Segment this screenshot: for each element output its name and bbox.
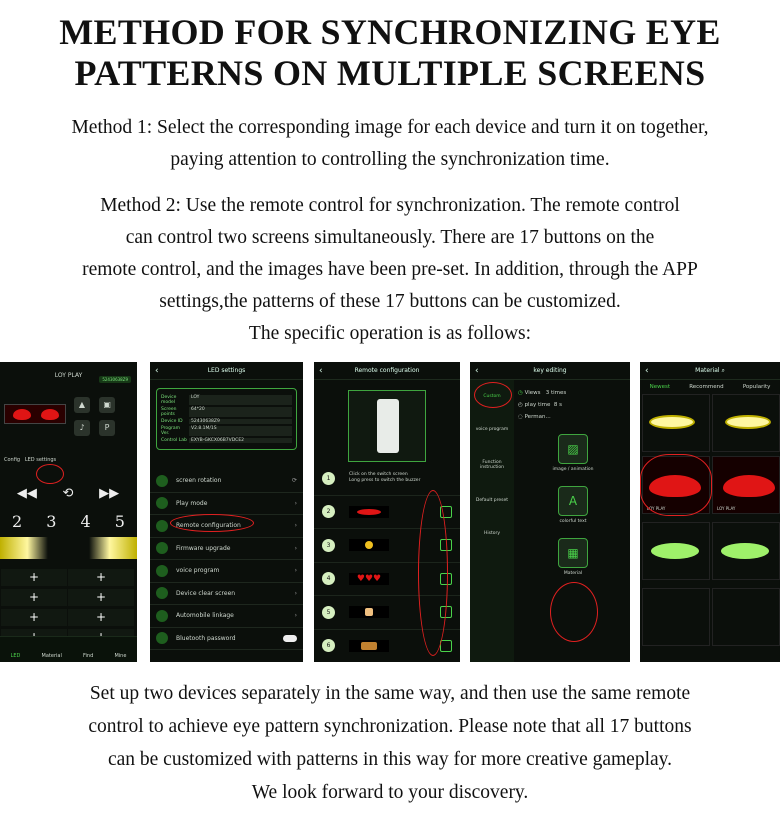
material-tile[interactable]: [712, 456, 780, 514]
remote-image: [348, 390, 426, 462]
add-slot[interactable]: +: [1, 589, 67, 606]
warning-icon[interactable]: ▲: [74, 397, 90, 413]
list-item[interactable]: 1 Click on the switch screen Long press to switch the buzzer: [314, 462, 460, 496]
image-animation-icon[interactable]: ▨: [558, 434, 588, 464]
hint-2: Long press to switch the buzzer: [349, 478, 421, 484]
material-tabs: [640, 380, 780, 394]
nav-led[interactable]: LED: [10, 653, 21, 659]
device-id-tag: 52430638Z9: [99, 376, 131, 383]
key-options: [518, 384, 628, 576]
screen-led-settings: [150, 362, 303, 662]
material-icon[interactable]: ▦: [558, 538, 588, 568]
list-item[interactable]: 4 ♥♥♥: [314, 563, 460, 597]
device-info: [156, 388, 297, 450]
menu-remote-configuration[interactable]: Remote configuration ›: [150, 515, 303, 538]
add-slot[interactable]: +: [68, 609, 134, 626]
highlight-edit-column: [418, 490, 448, 656]
highlight-led-settings: [36, 464, 64, 484]
num-3[interactable]: 3: [46, 512, 57, 531]
list-item[interactable]: 6: [314, 630, 460, 663]
method1-line-2: paying attention to controlling the synchronization time.: [170, 149, 610, 170]
menu-automobile-linkage[interactable]: Automobile linkage ›: [150, 605, 303, 628]
side-default-preset[interactable]: Default preset: [475, 498, 509, 503]
views-unit: times: [550, 390, 567, 396]
prev-icon[interactable]: ◀◀: [16, 486, 37, 501]
screen-title: key editing: [533, 367, 567, 374]
back-icon[interactable]: ‹: [319, 365, 323, 376]
footer-line-2: control to achieve eye pattern synchronization. Please note that all 17 buttons: [88, 716, 692, 737]
material-tile[interactable]: [712, 588, 780, 646]
permanent-label[interactable]: Perman...: [524, 414, 551, 420]
list-item[interactable]: 2: [314, 496, 460, 530]
screen-led-home: [0, 362, 137, 662]
play-time-value[interactable]: 8: [553, 402, 558, 408]
footer-line-1: Set up two devices separately in the same way, and then use the same remote: [89, 683, 691, 704]
screen-title: Material: [695, 367, 720, 374]
material-tile[interactable]: [642, 522, 710, 580]
list-item[interactable]: 5: [314, 596, 460, 630]
highlight-material: [550, 582, 598, 642]
info-value: LOY: [189, 395, 292, 405]
num-5[interactable]: 5: [114, 512, 125, 531]
permanent-icon: ◌: [518, 414, 525, 420]
method1-line-1: Method 1: Select the corresponding image for each device and turn it on together,: [71, 117, 709, 138]
num-4[interactable]: 4: [80, 512, 91, 531]
side-history[interactable]: History: [483, 531, 500, 536]
yellow-eye-preview: [0, 537, 137, 559]
add-slot[interactable]: +: [1, 569, 67, 586]
menu-play-mode[interactable]: Play mode ›: [150, 493, 303, 516]
method2-line-3: remote control, and the images have been pre-set. In addition, through the APP: [82, 259, 698, 280]
title-line-2: PATTERNS ON MULTIPLE SCREENS: [74, 53, 706, 93]
num-2[interactable]: 2: [12, 512, 23, 531]
side-menu: [470, 380, 514, 662]
list-item[interactable]: 3: [314, 529, 460, 563]
highlight-custom: [474, 382, 512, 408]
search-icon[interactable]: ⌕: [719, 366, 725, 374]
screen-title: Remote configuration: [354, 367, 420, 374]
method2-line-5: The specific operation is as follows:: [248, 323, 532, 344]
play-time-icon: ◴: [518, 402, 525, 408]
card-caption: image / animation: [552, 467, 594, 472]
info-value: V2.8.1M/1S: [189, 426, 292, 436]
nav-mine[interactable]: Mine: [114, 653, 127, 659]
views-icon: ◷: [518, 390, 525, 396]
info-key: Screen points: [161, 407, 177, 417]
views-value[interactable]: 3: [545, 390, 550, 396]
highlight-remote-configuration: [170, 514, 254, 532]
tile-label: LOY PLAY: [647, 506, 666, 511]
colorful-text-icon[interactable]: A: [558, 486, 588, 516]
footer-line-4: We look forward to your discovery.: [251, 782, 529, 803]
bottom-nav: [0, 636, 137, 662]
image-icon[interactable]: ▣: [99, 397, 115, 413]
hint-1: Click on the switch screen: [349, 472, 408, 478]
screen-material: [640, 362, 780, 662]
card-caption: Material: [563, 571, 583, 576]
nav-material[interactable]: Material: [41, 653, 62, 659]
toggle-switch[interactable]: [283, 635, 297, 642]
material-tile[interactable]: [712, 394, 780, 452]
method2-line-2: can control two screens simultaneously. There are 17 buttons on the: [125, 227, 655, 248]
tab-newest[interactable]: Newest: [649, 384, 670, 390]
method2-line-4: settings,the patterns of these 17 buttons can be customized.: [159, 291, 621, 312]
views-label: Views: [524, 390, 541, 396]
highlight-red-eye: [640, 454, 712, 516]
info-key: Device model: [161, 395, 177, 405]
info-key: Program Ver.: [161, 426, 180, 436]
info-key: Control Lab: [161, 438, 187, 443]
material-tile[interactable]: [642, 588, 710, 646]
footer-line-3: can be customized with patterns in this way for more creative gameplay.: [107, 749, 673, 770]
nav-find[interactable]: Find: [83, 653, 94, 659]
card-caption: colorful text: [559, 519, 587, 524]
loop-icon[interactable]: ⟲: [62, 486, 74, 501]
side-function-instruction[interactable]: Function instruction: [479, 460, 504, 470]
play-time-unit: s: [559, 402, 563, 408]
plus-grid: [0, 566, 137, 646]
back-icon[interactable]: ‹: [475, 365, 479, 376]
config-row: [4, 457, 56, 463]
menu-screen-rotation[interactable]: screen rotation ⟳: [150, 470, 303, 493]
add-slot[interactable]: +: [1, 609, 67, 626]
screenshots-strip: [0, 362, 780, 662]
settings-menu: [150, 470, 303, 650]
eye-preview: [4, 404, 66, 424]
led-settings-label[interactable]: LED settings: [24, 457, 57, 463]
menu-firmware-upgrade[interactable]: Firmware upgrade ›: [150, 538, 303, 561]
info-value: 64*20: [189, 407, 292, 417]
method2-line-1: Method 2: Use the remote control for synchronization. The remote control: [100, 195, 680, 216]
tile-label: LOY PLAY: [717, 506, 736, 511]
sound-icon[interactable]: ♪: [74, 420, 90, 436]
side-custom[interactable]: Custom: [483, 394, 501, 399]
menu-bluetooth-password[interactable]: Bluetooth password: [150, 628, 303, 651]
menu-voice-program[interactable]: voice program ›: [150, 560, 303, 583]
add-slot[interactable]: +: [68, 589, 134, 606]
back-icon[interactable]: ‹: [155, 365, 159, 376]
add-slot[interactable]: +: [68, 569, 134, 586]
screen-key-editing: [470, 362, 630, 662]
tab-popularity[interactable]: Popularity: [742, 384, 771, 390]
material-tile[interactable]: [712, 522, 780, 580]
tab-recommend[interactable]: Recommend: [689, 384, 724, 390]
side-voice-program[interactable]: voice program: [475, 427, 509, 432]
info-value: EXYB-GKCX06B7VDCE2: [189, 438, 292, 443]
info-key: Device ID: [161, 419, 183, 424]
back-icon[interactable]: ‹: [645, 365, 649, 376]
screen-remote-configuration: [314, 362, 460, 662]
title-line-1: METHOD FOR SYNCHRONIZING EYE: [59, 12, 721, 52]
info-value: 52430638Z9: [189, 419, 292, 424]
parking-icon[interactable]: P: [99, 420, 115, 436]
next-icon[interactable]: ▶▶: [99, 486, 120, 501]
play-time-label: play time: [524, 402, 551, 408]
edit-icon[interactable]: [440, 640, 452, 652]
screen-title: LED settings: [207, 367, 246, 374]
app-title: LOY PLAY: [54, 371, 83, 379]
menu-device-clear-screen[interactable]: Device clear screen ›: [150, 583, 303, 606]
material-tile[interactable]: [642, 394, 710, 452]
config-label[interactable]: Config: [4, 457, 21, 463]
